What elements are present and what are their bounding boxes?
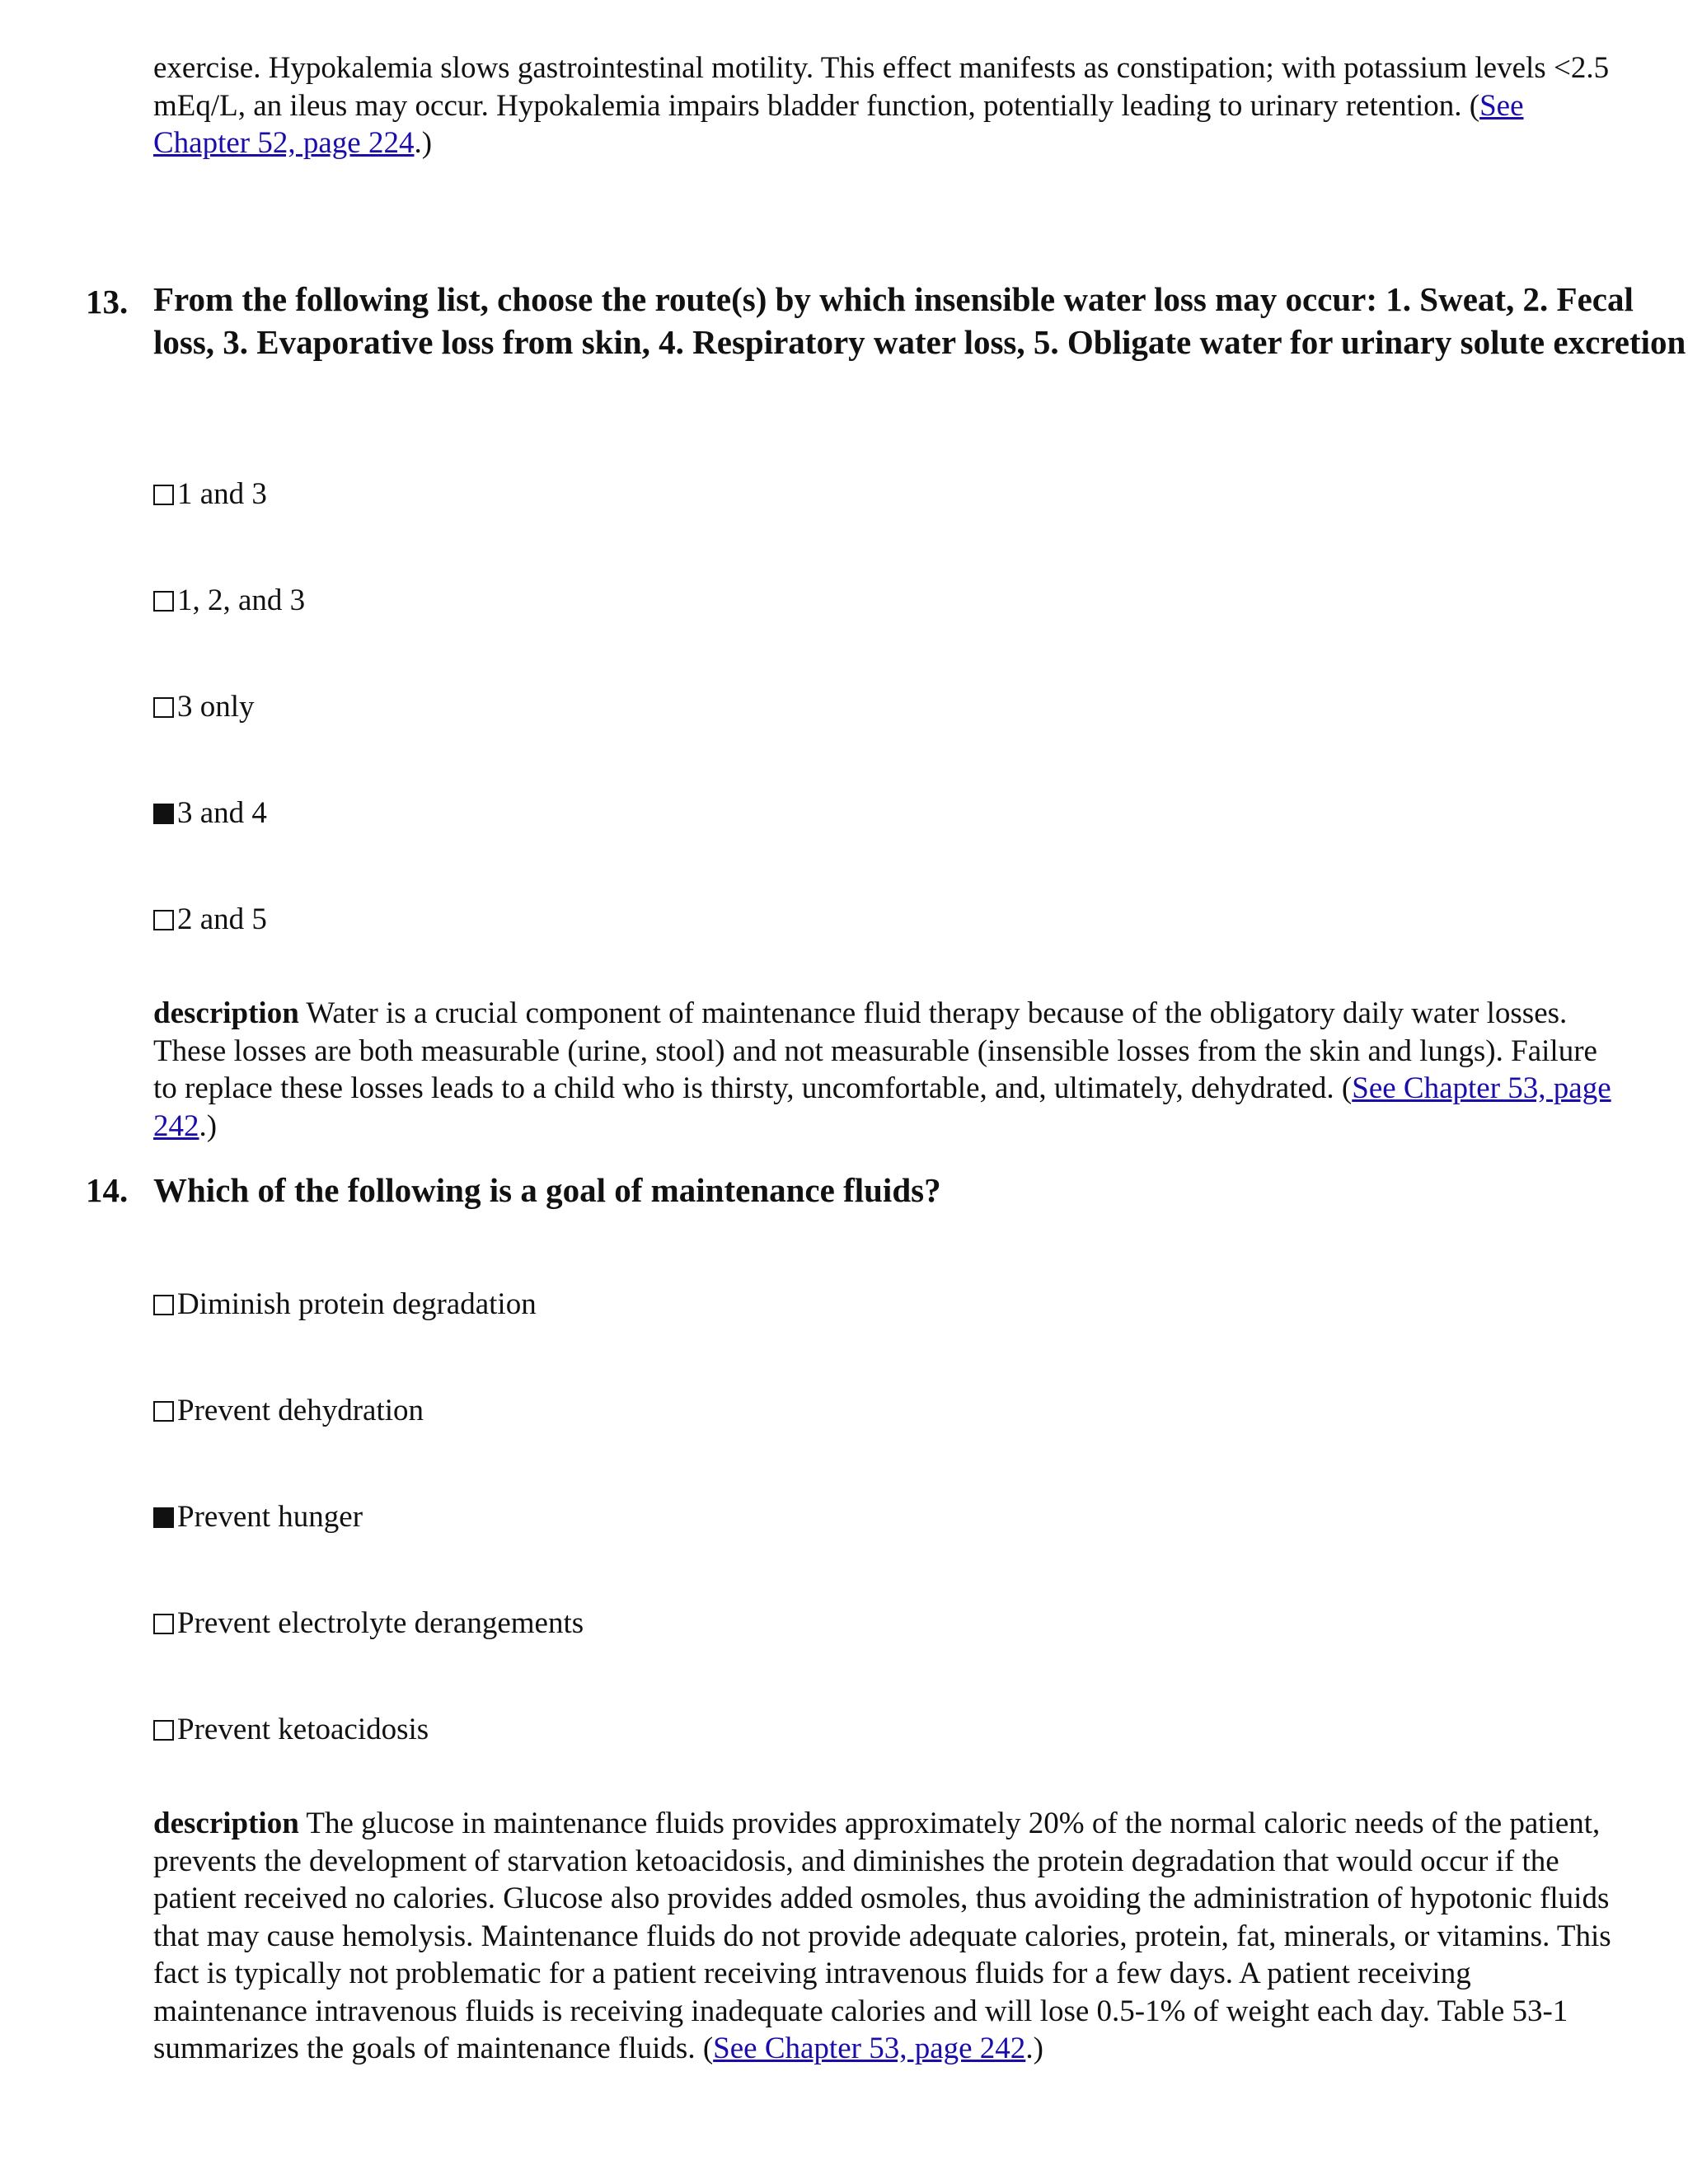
question-stem: Which of the following is a goal of maintenance fluids? [153, 1171, 941, 1209]
description-tail: .) [1025, 2032, 1043, 2065]
option-label: 1 and 3 [177, 477, 267, 511]
checkbox-icon[interactable] [153, 591, 174, 612]
question-number: 13. [86, 283, 129, 321]
question-stem: From the following list, choose the route(s) by which insensible water loss may occur: 1. Sweat, 2. Fecal loss, 3. Evaporative loss from skin, 4. Respiratory water loss, 5. Obligate water for urinary solute excretion [153, 280, 1686, 361]
answer-option[interactable] [153, 901, 267, 938]
answer-option[interactable] [153, 1286, 537, 1323]
description-paragraph [153, 995, 1620, 1145]
checkbox-icon[interactable] [153, 485, 174, 505]
checkbox-icon[interactable] [153, 1401, 174, 1422]
checkbox-icon[interactable] [153, 1614, 174, 1634]
option-label: Diminish protein degradation [177, 1287, 537, 1321]
description-tail: .) [199, 1108, 218, 1143]
answer-option[interactable] [153, 582, 305, 619]
description-label: description [153, 996, 299, 1030]
description-text: The glucose in maintenance fluids provides approximately 20% of the normal caloric needs of the patient, prevents the development of starvation ketoacidosis, and diminishes the protein degradation that would occur if the patient received no calories. Glucose also provides added osmoles, thus avoiding the administration of hypotonic fluids that may cause hemolysis. Maintenance fluids do not provide adequate calories, protein, fat, minerals, or vitamins. This fact is typically not problematic for a patient receiving intravenous fluids for a few days. A patient receiving maintenance intravenous fluids is receiving inadequate calories and will lose 0.5-1% of weight each day. Table 53-1 summarizes the goals of maintenance fluids. ( [153, 1807, 1611, 2065]
answer-option[interactable] [153, 688, 255, 725]
option-label: 2 and 5 [177, 902, 267, 936]
chapter-52-link[interactable]: See Chapter 52, page 224 [153, 88, 1524, 160]
answer-option[interactable] [153, 476, 267, 513]
description-text: Water is a crucial component of maintenance fluid therapy because of the obligatory daily water losses. These losses are both measurable (urine, stool) and not measurable (insensible losses from the skin and lungs). Failure to replace these losses leads to a child who is thirsty, uncomfortable, and, ultimately, dehydrated. ( [153, 996, 1597, 1105]
chapter-53-link[interactable]: See Chapter 53, page 242 [713, 2032, 1026, 2065]
description-paragraph [153, 1805, 1620, 2068]
checkbox-icon[interactable] [153, 697, 174, 718]
option-label: 3 only [177, 690, 255, 724]
option-label: Prevent electrolyte derangements [177, 1606, 584, 1640]
answer-option-selected[interactable] [153, 1498, 363, 1535]
option-label: Prevent hunger [177, 1500, 363, 1534]
answer-option[interactable] [153, 1605, 584, 1642]
answer-option[interactable] [153, 1392, 424, 1429]
option-label: Prevent dehydration [177, 1394, 424, 1427]
option-label: 1, 2, and 3 [177, 583, 306, 617]
checked-checkbox-icon[interactable] [153, 804, 174, 824]
chapter-53-link[interactable]: See Chapter 53, page 242 [153, 1071, 1611, 1143]
checkbox-icon[interactable] [153, 910, 174, 930]
checked-checkbox-icon[interactable] [153, 1507, 174, 1528]
intro-text: exercise. Hypokalemia slows gastrointestinal motility. This effect manifests as constipation; with potassium levels <2.5 mEq/L, an ileus may occur. Hypokalemia impairs bladder function, potentially leading to urinary retention. ( [153, 51, 1610, 123]
description-label: description [153, 1807, 299, 1840]
checkbox-icon[interactable] [153, 1720, 174, 1741]
answer-option-selected[interactable] [153, 794, 267, 832]
question-number: 14. [86, 1171, 129, 1209]
checkbox-icon[interactable] [153, 1295, 174, 1315]
intro-paragraph [153, 49, 1620, 162]
answer-option[interactable] [153, 1711, 429, 1748]
option-label: 3 and 4 [177, 796, 267, 830]
option-label: Prevent ketoacidosis [177, 1713, 429, 1746]
intro-tail: .) [414, 126, 433, 160]
